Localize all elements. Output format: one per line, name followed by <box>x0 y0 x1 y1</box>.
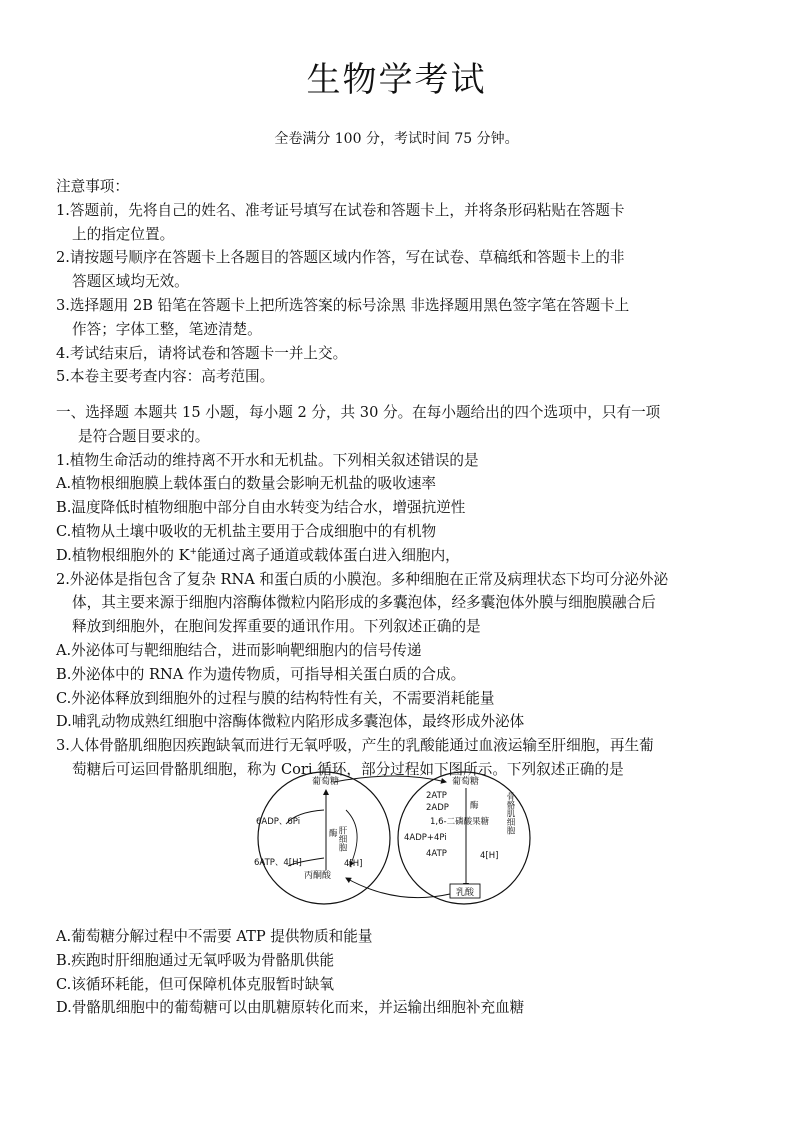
q2-stem-cont: 释放到细胞外，在胞间发挥重要的通讯作用。下列叙述正确的是 <box>72 618 481 636</box>
section-heading: 一、选择题 本题共 15 小题，每小题 2 分，共 30 分。在每小题给出的四个选项中，只有一项 <box>56 404 661 421</box>
right-4atp-label: 4ATP <box>426 849 447 859</box>
left-h-label: 4[H] <box>344 859 363 869</box>
page-title: 生物学考试 <box>306 60 487 100</box>
right-glucose-label: 葡萄糖 <box>452 777 480 787</box>
q3-stem: 3.人体骨骼肌细胞因疾跑缺氧而进行无氧呼吸，产生的乳酸能通过血液运输至肝细胞，再生葡 <box>56 737 654 755</box>
q3-option-c: C.该循环耗能，但可保障机体克服暂时缺氧 <box>56 975 334 993</box>
notice-item-cont: 作答；字体工整，笔迹清楚。 <box>72 320 262 338</box>
liver-curve-arrow <box>346 810 357 866</box>
q3-stem-cont: 萄糖后可运回骨骼肌细胞，称为 Cori 循环，部分过程如下图所示。下列叙述正确的是 <box>72 760 624 778</box>
cori-cycle-diagram <box>246 770 546 906</box>
q2-option-d: D.哺乳动物成熟红细胞中溶酶体微粒内陷形成多囊泡体，最终形成外泌体 <box>56 713 525 731</box>
q2-stem: 2.外泌体是指包含了复杂 RNA 和蛋白质的小膜泡。多种细胞在正常及病理状态下均可分泌外泌 <box>56 570 669 588</box>
right-h-label: 4[H] <box>480 851 499 861</box>
left-glucose-label: 葡萄糖 <box>312 777 340 787</box>
notice-item: 5.本卷主要考查内容：高考范围。 <box>56 368 275 386</box>
notice-item: 4.考试结束后，请将试卷和答题卡一并上交。 <box>56 344 348 362</box>
notice-item-cont: 上的指定位置。 <box>72 225 175 243</box>
q1-option-c: C.植物从土壤中吸收的无机盐主要用于合成细胞中的有机物 <box>56 522 437 540</box>
left-atp-label: 6ATP、4[H] <box>254 858 302 868</box>
notice-item: 2.请按题号顺序在答题卡上各题目的答题区域内作答，写在试卷、草稿纸和答题卡上的非 <box>56 249 625 267</box>
lactate-transport-arrow <box>346 878 450 898</box>
q2-option-c: C.外泌体释放到细胞外的过程与膜的结构特性有关，不需要消耗能量 <box>56 689 495 707</box>
questions-block <box>56 401 746 782</box>
exam-info: 全卷满分 100 分，考试时间 75 分钟。 <box>274 131 519 147</box>
q2-option-a: A.外泌体可与靶细胞结合，进而影响靶细胞内的信号传递 <box>56 641 422 659</box>
right-2atp-label: 2ATP <box>426 791 447 801</box>
left-enzyme-label: 酶 <box>329 829 338 839</box>
notice-item: 3.选择题用 2B 铅笔在答题卡上把所选答案的标号涂黑 非选择题用黑色签字笔在答题卡上 <box>56 296 630 314</box>
q3-options <box>56 925 524 1020</box>
lactate-label: 乳酸 <box>456 888 475 898</box>
notice-item-cont: 答题区域均无效。 <box>72 273 189 291</box>
fructose-bisphosphate-label: 1,6-二磷酸果糖 <box>430 817 490 827</box>
q3-option-d: D.骨骼肌细胞中的葡萄糖可以由肌糖原转化而来，并运输出细胞补充血糖 <box>56 999 525 1017</box>
notice-item: 1.答题前，先将自己的姓名、准考证号填写在试卷和答题卡上，并将条形码粘贴在答题卡 <box>56 201 625 219</box>
q3-option-b: B.疾跑时肝细胞通过无氧呼吸为骨骼肌供能 <box>56 951 335 969</box>
right-enzyme-label: 酶 <box>470 801 479 811</box>
q3-option-a: A.葡萄糖分解过程中不需要 ATP 提供物质和能量 <box>56 928 373 945</box>
liver-cell-label: 肝细胞 <box>337 826 347 852</box>
right-4adp-label: 4ADP+4Pi <box>404 833 447 843</box>
notice-heading: 注意事项： <box>56 178 129 195</box>
notice-block <box>56 175 746 389</box>
left-adp-label: 6ADP、6Pi <box>256 817 301 827</box>
q1-option-d: D.植物根细胞外的 K+能通过离子通道或载体蛋白进入细胞内， <box>56 546 460 564</box>
q2-option-b: B.外泌体中的 RNA 作为遗传物质，可指导相关蛋白质的合成。 <box>56 665 466 683</box>
q1-option-a: A.植物根细胞膜上载体蛋白的数量会影响无机盐的吸收速率 <box>56 475 437 493</box>
liver-cell-circle <box>258 772 390 904</box>
section-heading-cont: 是符合题目要求的。 <box>78 427 210 445</box>
pyruvate-label: 丙酮酸 <box>304 871 332 881</box>
q1-stem: 1.植物生命活动的维持离不开水和无机盐。下列相关叙述错误的是 <box>56 451 479 469</box>
q2-stem-cont: 体，其主要来源于细胞内溶酶体微粒内陷形成的多囊泡体，经多囊泡体外膜与细胞膜融合后 <box>72 594 656 612</box>
glucose-transport-arrow <box>334 776 446 782</box>
muscle-cell-label: 骨骼肌细胞 <box>505 792 515 835</box>
right-2adp-label: 2ADP <box>426 803 449 813</box>
q1-option-b: B.温度降低时植物细胞中部分自由水转变为结合水，增强抗逆性 <box>56 499 466 517</box>
